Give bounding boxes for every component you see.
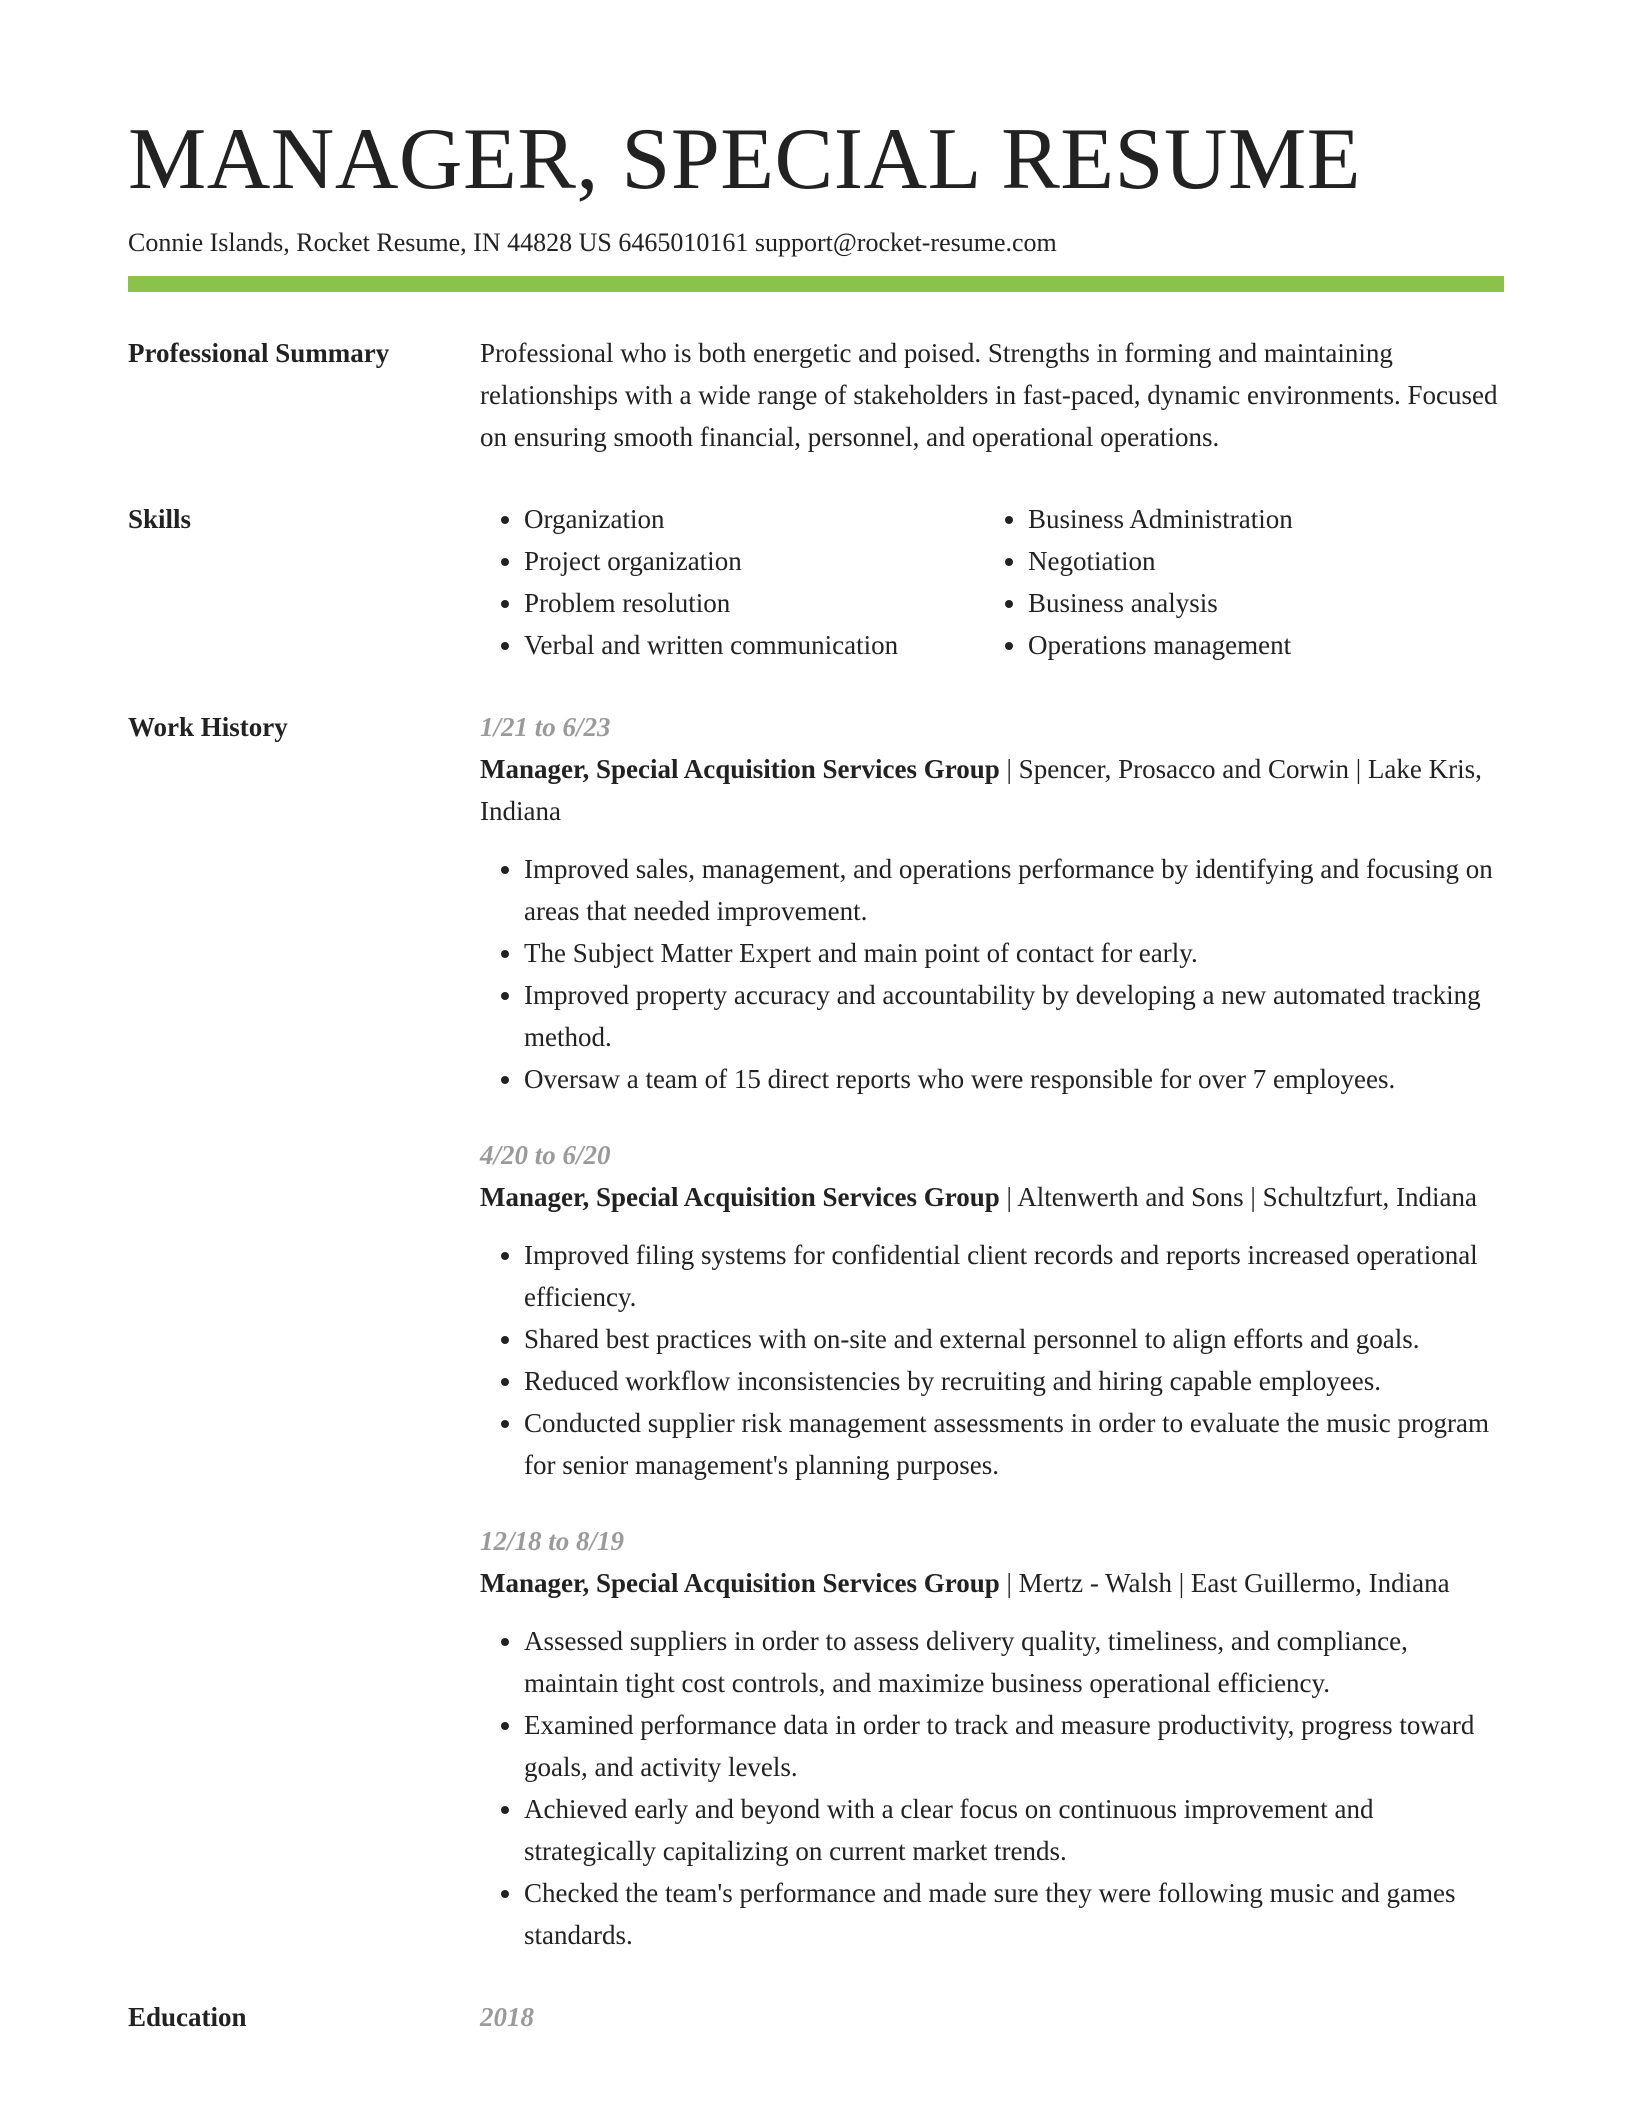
education-section (128, 1996, 1504, 2038)
job-bullet: • Improved property accuracy and accountability by developing a new automated tracking method. (524, 974, 1504, 1058)
job-details: | Mertz - Walsh | East Guillermo, Indiana (999, 1568, 1450, 1599)
job-entry (480, 1520, 1504, 1956)
skills-body (480, 498, 1504, 666)
job-bullets (480, 848, 1504, 1100)
skills-label: Skills (128, 504, 192, 535)
skills-column-left (480, 498, 984, 666)
accent-divider (128, 276, 1504, 292)
job-bullet: • Shared best practices with on-site and external personnel to align efforts and goals. (524, 1318, 1504, 1360)
skills-column-right (984, 498, 1488, 666)
job-details: | Altenwerth and Sons | Schultzfurt, Indiana (999, 1182, 1478, 1213)
skill-item: • Organization (524, 498, 984, 540)
job-title: Manager, Special Acquisition Services Group (480, 754, 1000, 785)
education-body (480, 1996, 1504, 2038)
job-bullet: • Improved sales, management, and operations performance by identifying and focusing on areas that needed improvement. (524, 848, 1504, 932)
job-title: Manager, Special Acquisition Services Group (480, 1182, 1000, 1213)
work-history-label: Work History (128, 712, 288, 743)
job-bullet: • The Subject Matter Expert and main point of contact for early. (524, 932, 1504, 974)
work-history-body (480, 706, 1504, 1956)
job-heading (480, 748, 1504, 832)
job-bullet: • Examined performance data in order to track and measure productivity, progress toward goals, and activity levels. (524, 1704, 1504, 1788)
skill-item: • Business Administration (1028, 498, 1488, 540)
job-bullet: • Checked the team's performance and made sure they were following music and games standards. (524, 1872, 1504, 1956)
education-label: Education (128, 2002, 247, 2033)
skill-item: • Verbal and written communication (524, 624, 984, 666)
job-entry (480, 1134, 1504, 1486)
job-bullet: • Reduced workflow inconsistencies by recruiting and hiring capable employees. (524, 1360, 1504, 1402)
job-bullet: • Achieved early and beyond with a clear focus on continuous improvement and strategically capitalizing on current market trends. (524, 1788, 1504, 1872)
skill-item: • Project organization (524, 540, 984, 582)
job-date: 1/21 to 6/23 (480, 712, 611, 743)
job-bullets (480, 1234, 1504, 1486)
job-heading (480, 1176, 1504, 1218)
job-bullet: • Improved filing systems for confidential client records and reports increased operational efficiency. (524, 1234, 1504, 1318)
skill-item: • Problem resolution (524, 582, 984, 624)
job-title: Manager, Special Acquisition Services Group (480, 1568, 1000, 1599)
job-bullet: • Assessed suppliers in order to assess delivery quality, timeliness, and compliance, maintain tight cost controls, and maximize business operational efficiency. (524, 1620, 1504, 1704)
skills-grid (480, 498, 1504, 666)
job-details: | Spencer, Prosacco and Corwin | Lake Kris, Indiana (480, 754, 1482, 827)
job-heading (480, 1562, 1504, 1604)
summary-section (128, 332, 1504, 458)
contact-line: Connie Islands, Rocket Resume, IN 44828 US 6465010161 support@rocket-resume.com (128, 228, 1057, 258)
skill-item: • Negotiation (1028, 540, 1488, 582)
work-history-section (128, 706, 1504, 1956)
job-bullet: • Oversaw a team of 15 direct reports who were responsible for over 7 employees. (524, 1058, 1504, 1100)
skill-item: • Operations management (1028, 624, 1488, 666)
job-date: 4/20 to 6/20 (480, 1140, 611, 1171)
skill-item: • Business analysis (1028, 582, 1488, 624)
summary-text: Professional who is both energetic and poised. Strengths in forming and maintaining relationships with a wide range of stakeholders in fast-paced, dynamic environments. Focused on ensuring smooth financial, personnel, and operational operations. (480, 338, 1498, 453)
education-date: 2018 (480, 2002, 534, 2033)
job-bullets (480, 1620, 1504, 1956)
summary-label: Professional Summary (128, 338, 390, 369)
job-bullet: • Conducted supplier risk management assessments in order to evaluate the music program for senior management's planning purposes. (524, 1402, 1504, 1486)
job-entry (480, 706, 1504, 1100)
job-date: 12/18 to 8/19 (480, 1526, 625, 1557)
resume-name: MANAGER, SPECIAL RESUME (128, 111, 1362, 208)
skills-section (128, 498, 1504, 666)
